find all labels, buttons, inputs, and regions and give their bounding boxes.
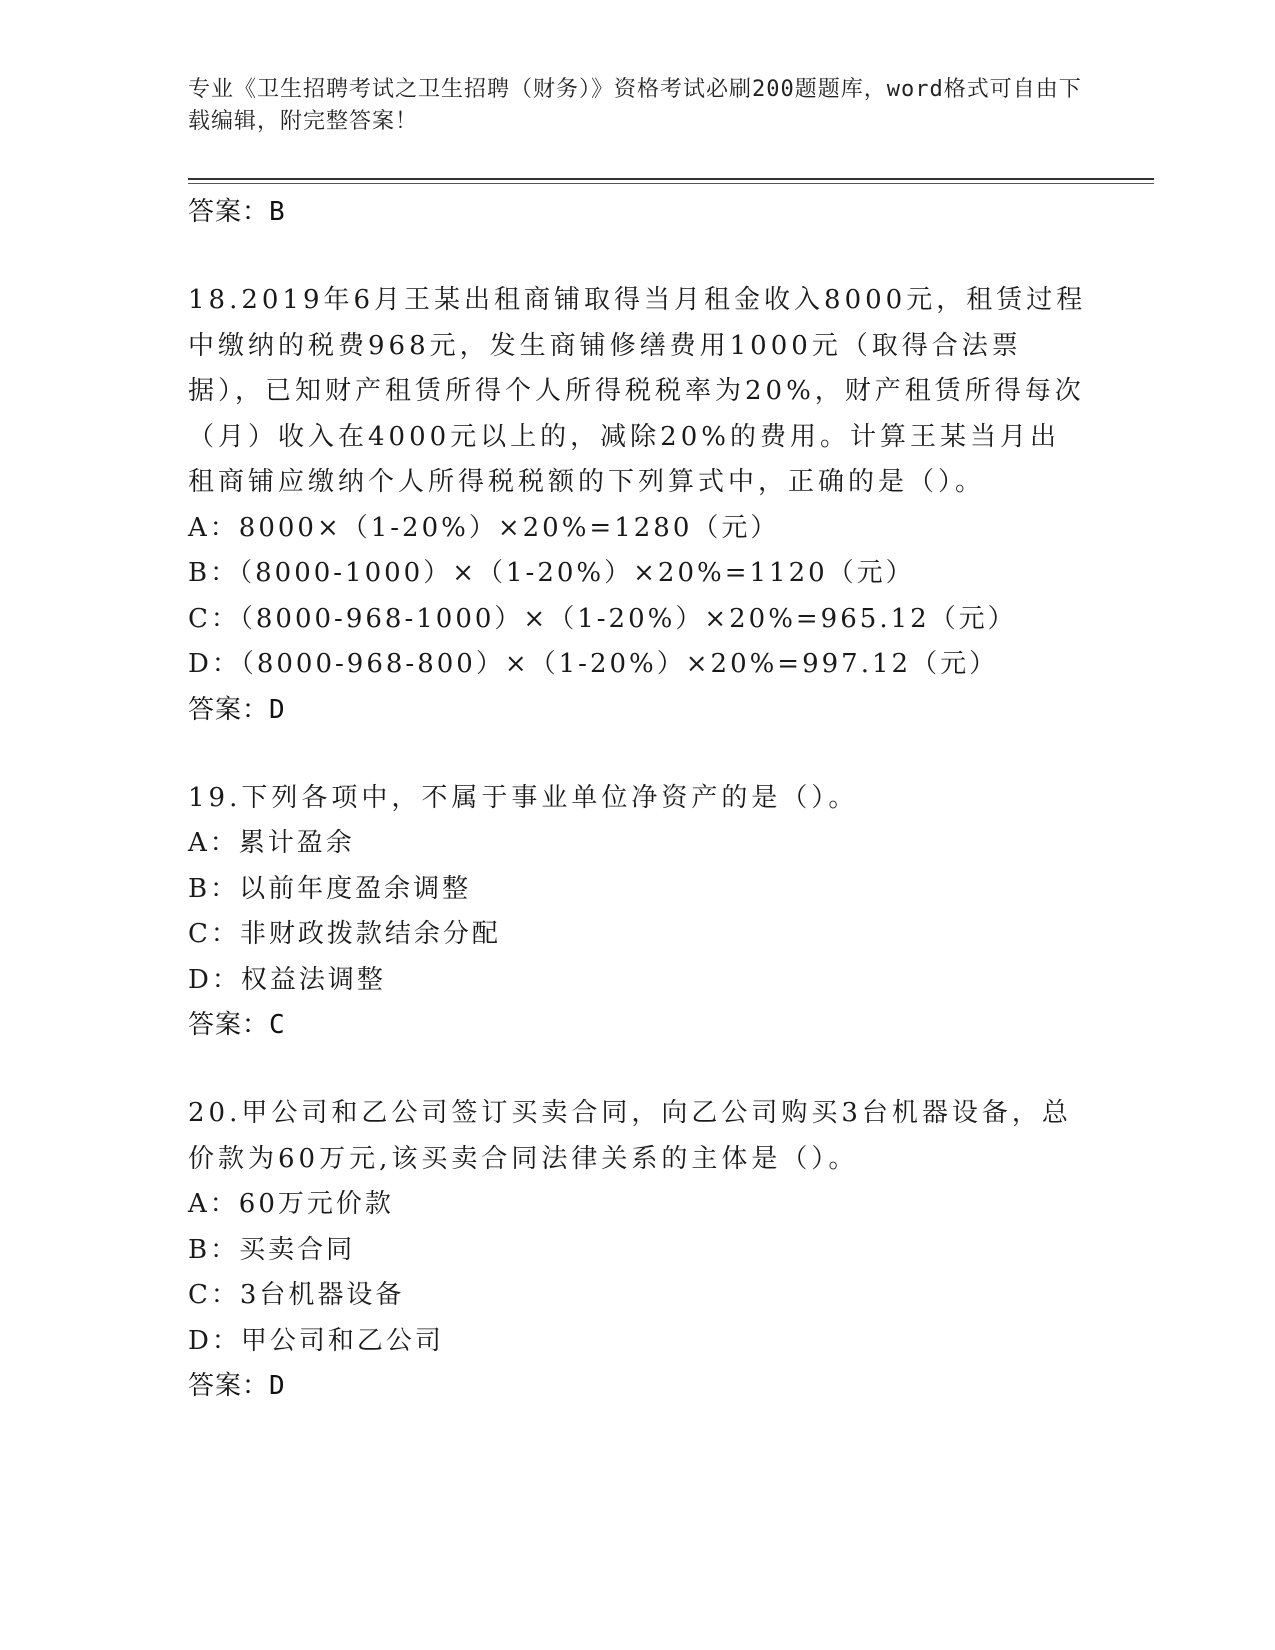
question-stem: 18.2019年6月王某出租商铺取得当月租金收入8000元，租赁过程中缴纳的税费968元，发生商铺修缮费用1000元（取得合法票据），已知财产租赁所得个人所得税税率为20%，财产租赁所得每次（月）收入在4000元以上的，减除20%的费用。计算王某当月出租商铺应缴纳个人所得税税额的下列算式中，正确的是（）。 [188,285,1087,497]
option-b: B：（8000-1000）×（1-20%）×20%=1120（元） [188,558,915,588]
option-a: A：累计盈余 [188,828,355,858]
question-stem: 19.下列各项中，不属于事业单位净资产的是（）。 [188,782,859,813]
option-b: B：买卖合同 [188,1234,356,1265]
document-header: 专业《卫生招聘考试之卫生招聘（财务）》资格考试必刷200题题库，word格式可自由下载编辑，附完整答案！ [188,77,1082,134]
answer-line: 答案：D [188,694,286,725]
option-c: C：非财政拨款结余分配 [188,919,501,949]
header-divider-thin [188,183,1154,184]
option-a: A：8000×（1-20%）×20%=1280（元） [188,512,780,543]
answer-line: 答案：B [188,197,286,227]
question-stem: 20.甲公司和乙公司签订买卖合同，向乙公司购买3台机器设备，总价款为60万元,该买卖合同法律关系的主体是（）。 [188,1098,1072,1174]
option-d: D：甲公司和乙公司 [188,1325,444,1356]
option-b: B：以前年度盈余调整 [188,873,472,904]
question-18 [188,278,1088,732]
question-list [188,190,1088,1408]
answer-line: 答案：C [188,1010,286,1040]
header-divider-thick [188,178,1154,180]
question-20 [188,1091,1088,1408]
answer-line: 答案：D [188,1371,286,1401]
option-a: A：60万元价款 [188,1189,394,1219]
option-c: C：（8000-968-1000）×（1-20%）×20%=965.12（元） [188,603,1017,634]
option-d: D：权益法调整 [188,964,386,995]
option-c: C：3台机器设备 [188,1280,405,1310]
question-19 [188,776,1088,1048]
option-d: D：（8000-968-800）×（1-20%）×20%=997.12（元） [188,649,999,679]
